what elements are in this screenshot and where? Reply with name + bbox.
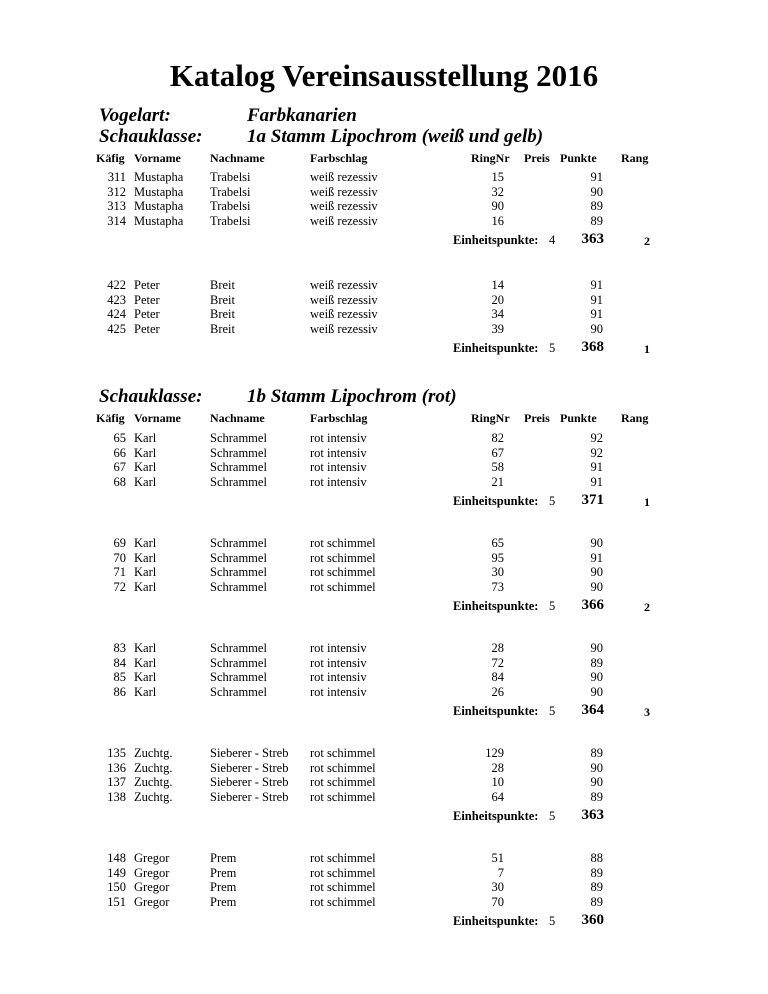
cell-nachname: Schrammel	[210, 536, 267, 550]
cell-ringnr: 90	[491, 199, 504, 214]
cell-punkte: 89	[590, 655, 603, 670]
cell-vorname: Zuchtg.	[134, 789, 173, 804]
cell-kaefig: 312	[107, 184, 126, 199]
cell-nachname: Schrammel	[210, 445, 267, 460]
cell-punkte: 90	[590, 565, 603, 580]
cell-nachname: Prem	[210, 880, 237, 895]
cell-punkte: 90	[590, 184, 603, 199]
cell-ringnr: 64	[491, 789, 504, 804]
group-total: 364	[581, 702, 604, 719]
cell-kaefig: 313	[107, 199, 126, 214]
cell-punkte: 92	[590, 445, 603, 460]
cell-farbschlag: rot intensiv	[310, 431, 367, 445]
cell-punkte: 91	[590, 292, 603, 307]
cell-punkte: 89	[590, 880, 603, 895]
cell-farbschlag: rot schimmel	[310, 550, 376, 565]
cell-punkte: 89	[590, 199, 603, 214]
group-preis: 5	[549, 341, 556, 356]
cell-ringnr: 58	[491, 460, 504, 475]
cell-nachname: Schrammel	[210, 460, 267, 475]
cell-kaefig: 150	[107, 880, 126, 895]
cell-vorname: Peter	[134, 278, 160, 292]
cell-vorname: Karl	[134, 550, 157, 565]
header-nachname: Nachname	[210, 411, 265, 425]
cell-farbschlag: rot intensiv	[310, 655, 367, 670]
cell-punkte: 88	[590, 851, 603, 865]
cell-kaefig: 67	[113, 460, 126, 475]
schauklasse-label: Schauklasse:	[99, 126, 203, 147]
cell-farbschlag: rot intensiv	[310, 684, 367, 699]
vogelart-label: Vogelart:	[99, 105, 171, 126]
cell-vorname: Peter	[134, 321, 160, 336]
einheitspunkte-label: Einheitspunkte:	[453, 341, 539, 356]
cell-ringnr: 10	[491, 775, 504, 790]
cell-farbschlag: rot schimmel	[310, 536, 376, 550]
cell-kaefig: 65	[113, 431, 126, 445]
einheitspunkte-label: Einheitspunkte:	[453, 599, 539, 614]
einheitspunkte-label: Einheitspunkte:	[453, 809, 539, 824]
cell-farbschlag: rot intensiv	[310, 670, 367, 685]
schauklasse-label: Schauklasse:	[99, 386, 203, 407]
cell-nachname: Trabelsi	[210, 184, 251, 199]
cell-kaefig: 70	[113, 550, 126, 565]
cell-punkte: 91	[590, 278, 603, 292]
cell-kaefig: 136	[107, 760, 126, 775]
cell-vorname: Karl	[134, 670, 157, 685]
cell-farbschlag: weiß rezessiv	[310, 278, 378, 292]
cell-ringnr: 51	[491, 851, 504, 865]
cell-farbschlag: rot schimmel	[310, 851, 376, 865]
cell-ringnr: 32	[491, 184, 504, 199]
header-farbschlag: Farbschlag	[310, 411, 368, 425]
cell-vorname: Peter	[134, 307, 160, 322]
cell-farbschlag: weiß rezessiv	[310, 184, 378, 199]
cell-punkte: 90	[590, 536, 603, 550]
header-preis: Preis	[524, 411, 550, 425]
cell-punkte: 90	[590, 670, 603, 685]
header-punkte: Punkte	[560, 411, 597, 425]
cell-vorname: Zuchtg.	[134, 775, 173, 790]
cell-farbschlag: rot schimmel	[310, 865, 376, 880]
group-total: 371	[581, 492, 604, 509]
cell-nachname: Breit	[210, 278, 235, 292]
vogelart-value: Farbkanarien	[247, 105, 357, 126]
cell-vorname: Mustapha	[134, 184, 184, 199]
cell-vorname: Gregor	[134, 865, 170, 880]
cell-ringnr: 7	[497, 865, 504, 880]
cell-nachname: Breit	[210, 321, 235, 336]
cell-vorname: Karl	[134, 431, 157, 445]
cell-ringnr: 84	[491, 670, 504, 685]
cell-ringnr: 129	[485, 746, 504, 760]
group-total: 363	[581, 807, 604, 824]
cell-punkte: 90	[590, 579, 603, 594]
cell-kaefig: 85	[113, 670, 126, 685]
cell-farbschlag: weiß rezessiv	[310, 213, 378, 228]
cell-farbschlag: weiß rezessiv	[310, 307, 378, 322]
header-kaefig: Käfig	[96, 411, 125, 425]
cell-farbschlag: rot schimmel	[310, 746, 376, 760]
header-kaefig: Käfig	[96, 151, 125, 165]
cell-vorname: Zuchtg.	[134, 746, 173, 760]
cell-punkte: 91	[590, 170, 603, 184]
group-preis: 5	[549, 914, 556, 929]
cell-ringnr: 67	[491, 445, 504, 460]
cell-farbschlag: rot intensiv	[310, 641, 367, 655]
cell-nachname: Trabelsi	[210, 213, 251, 228]
cell-ringnr: 20	[491, 292, 504, 307]
cell-farbschlag: rot schimmel	[310, 760, 376, 775]
cell-ringnr: 26	[491, 684, 504, 699]
page-title: Katalog Vereinsausstellung 2016	[169, 58, 599, 93]
cell-kaefig: 148	[107, 851, 126, 865]
group-rang: 2	[644, 600, 650, 615]
cell-kaefig: 149	[107, 865, 126, 880]
cell-farbschlag: rot intensiv	[310, 460, 367, 475]
cell-punkte: 89	[590, 894, 603, 909]
cell-nachname: Prem	[210, 851, 237, 865]
group-preis: 5	[549, 494, 556, 509]
cell-punkte: 90	[590, 775, 603, 790]
cell-kaefig: 86	[113, 684, 126, 699]
cell-vorname: Mustapha	[134, 213, 184, 228]
cell-vorname: Karl	[134, 536, 157, 550]
cell-nachname: Breit	[210, 307, 235, 322]
cell-nachname: Sieberer - Streb	[210, 760, 289, 775]
cell-nachname: Trabelsi	[210, 170, 251, 184]
header-ringnr: RingNr	[471, 151, 510, 165]
cell-nachname: Sieberer - Streb	[210, 746, 289, 760]
cell-vorname: Karl	[134, 684, 157, 699]
cell-vorname: Gregor	[134, 851, 170, 865]
cell-vorname: Karl	[134, 474, 157, 489]
einheitspunkte-label: Einheitspunkte:	[453, 914, 539, 929]
cell-vorname: Karl	[134, 579, 157, 594]
cell-punkte: 90	[590, 760, 603, 775]
cell-ringnr: 30	[491, 880, 504, 895]
cell-kaefig: 69	[113, 536, 126, 550]
group-preis: 5	[549, 704, 556, 719]
cell-kaefig: 68	[113, 474, 126, 489]
cell-kaefig: 423	[107, 292, 126, 307]
cell-punkte: 89	[590, 746, 603, 760]
cell-nachname: Breit	[210, 292, 235, 307]
cell-kaefig: 425	[107, 321, 126, 336]
group-total: 368	[581, 339, 604, 356]
cell-farbschlag: weiß rezessiv	[310, 170, 378, 184]
class-name: 1a Stamm Lipochrom (weiß und gelb)	[247, 126, 544, 147]
cell-kaefig: 83	[113, 641, 126, 655]
cell-ringnr: 95	[491, 550, 504, 565]
cell-vorname: Karl	[134, 460, 157, 475]
cell-vorname: Gregor	[134, 894, 170, 909]
group-preis: 5	[549, 599, 556, 614]
cell-nachname: Schrammel	[210, 684, 267, 699]
cell-nachname: Schrammel	[210, 474, 267, 489]
cell-vorname: Mustapha	[134, 199, 184, 214]
cell-nachname: Schrammel	[210, 431, 267, 445]
cell-punkte: 91	[590, 460, 603, 475]
einheitspunkte-label: Einheitspunkte:	[453, 704, 539, 719]
cell-punkte: 90	[590, 684, 603, 699]
cell-punkte: 91	[590, 307, 603, 322]
cell-vorname: Karl	[134, 655, 157, 670]
cell-nachname: Schrammel	[210, 670, 267, 685]
header-ringnr: RingNr	[471, 411, 510, 425]
cell-farbschlag: rot schimmel	[310, 565, 376, 580]
header-rang: Rang	[621, 151, 649, 165]
group-rang: 1	[644, 495, 650, 510]
einheitspunkte-label: Einheitspunkte:	[453, 494, 539, 509]
cell-nachname: Prem	[210, 894, 237, 909]
cell-farbschlag: rot schimmel	[310, 579, 376, 594]
cell-punkte: 91	[590, 474, 603, 489]
cell-farbschlag: weiß rezessiv	[310, 199, 378, 214]
cell-punkte: 89	[590, 213, 603, 228]
cell-nachname: Schrammel	[210, 579, 267, 594]
cell-ringnr: 21	[491, 474, 504, 489]
header-punkte: Punkte	[560, 151, 597, 165]
group-rang: 3	[644, 705, 650, 720]
cell-punkte: 90	[590, 321, 603, 336]
cell-nachname: Sieberer - Streb	[210, 775, 289, 790]
cell-punkte: 92	[590, 431, 603, 445]
cell-kaefig: 137	[107, 775, 126, 790]
header-farbschlag: Farbschlag	[310, 151, 368, 165]
group-total: 360	[581, 912, 604, 929]
cell-vorname: Zuchtg.	[134, 760, 173, 775]
cell-farbschlag: rot intensiv	[310, 474, 367, 489]
group-total: 366	[581, 597, 604, 614]
cell-nachname: Trabelsi	[210, 199, 251, 214]
cell-farbschlag: weiß rezessiv	[310, 321, 378, 336]
cell-nachname: Sieberer - Streb	[210, 789, 289, 804]
class-name: 1b Stamm Lipochrom (rot)	[247, 386, 457, 407]
cell-vorname: Karl	[134, 445, 157, 460]
cell-ringnr: 73	[491, 579, 504, 594]
cell-punkte: 89	[590, 865, 603, 880]
cell-nachname: Schrammel	[210, 655, 267, 670]
cell-ringnr: 14	[491, 278, 504, 292]
cell-nachname: Schrammel	[210, 565, 267, 580]
cell-kaefig: 135	[107, 746, 126, 760]
header-preis: Preis	[524, 151, 550, 165]
cell-vorname: Karl	[134, 565, 157, 580]
cell-ringnr: 30	[491, 565, 504, 580]
cell-punkte: 89	[590, 789, 603, 804]
cell-kaefig: 71	[113, 565, 126, 580]
group-preis: 4	[549, 233, 556, 248]
cell-kaefig: 422	[107, 278, 126, 292]
header-rang: Rang	[621, 411, 649, 425]
cell-vorname: Peter	[134, 292, 160, 307]
cell-kaefig: 66	[113, 445, 126, 460]
cell-ringnr: 82	[491, 431, 504, 445]
group-rang: 2	[644, 234, 650, 249]
cell-kaefig: 151	[107, 894, 126, 909]
cell-kaefig: 314	[107, 213, 126, 228]
cell-ringnr: 34	[491, 307, 504, 322]
cell-nachname: Prem	[210, 865, 237, 880]
cell-farbschlag: rot schimmel	[310, 894, 376, 909]
cell-farbschlag: rot schimmel	[310, 775, 376, 790]
cell-nachname: Schrammel	[210, 641, 267, 655]
einheitspunkte-label: Einheitspunkte:	[453, 233, 539, 248]
cell-ringnr: 16	[491, 213, 504, 228]
cell-ringnr: 39	[491, 321, 504, 336]
cell-ringnr: 15	[491, 170, 504, 184]
cell-ringnr: 65	[491, 536, 504, 550]
cell-farbschlag: rot schimmel	[310, 789, 376, 804]
cell-kaefig: 72	[113, 579, 126, 594]
cell-vorname: Mustapha	[134, 170, 184, 184]
cell-kaefig: 138	[107, 789, 126, 804]
cell-ringnr: 70	[491, 894, 504, 909]
cell-vorname: Gregor	[134, 880, 170, 895]
cell-ringnr: 72	[491, 655, 504, 670]
cell-punkte: 91	[590, 550, 603, 565]
header-vorname: Vorname	[134, 411, 181, 425]
cell-farbschlag: weiß rezessiv	[310, 292, 378, 307]
cell-kaefig: 311	[107, 170, 126, 184]
cell-punkte: 90	[590, 641, 603, 655]
cell-ringnr: 28	[491, 760, 504, 775]
cell-kaefig: 424	[107, 307, 126, 322]
group-rang: 1	[644, 342, 650, 357]
group-total: 363	[581, 231, 604, 248]
group-preis: 5	[549, 809, 556, 824]
cell-ringnr: 28	[491, 641, 504, 655]
cell-farbschlag: rot intensiv	[310, 445, 367, 460]
cell-vorname: Karl	[134, 641, 157, 655]
cell-farbschlag: rot schimmel	[310, 880, 376, 895]
header-nachname: Nachname	[210, 151, 265, 165]
cell-kaefig: 84	[113, 655, 126, 670]
header-vorname: Vorname	[134, 151, 181, 165]
cell-nachname: Schrammel	[210, 550, 267, 565]
